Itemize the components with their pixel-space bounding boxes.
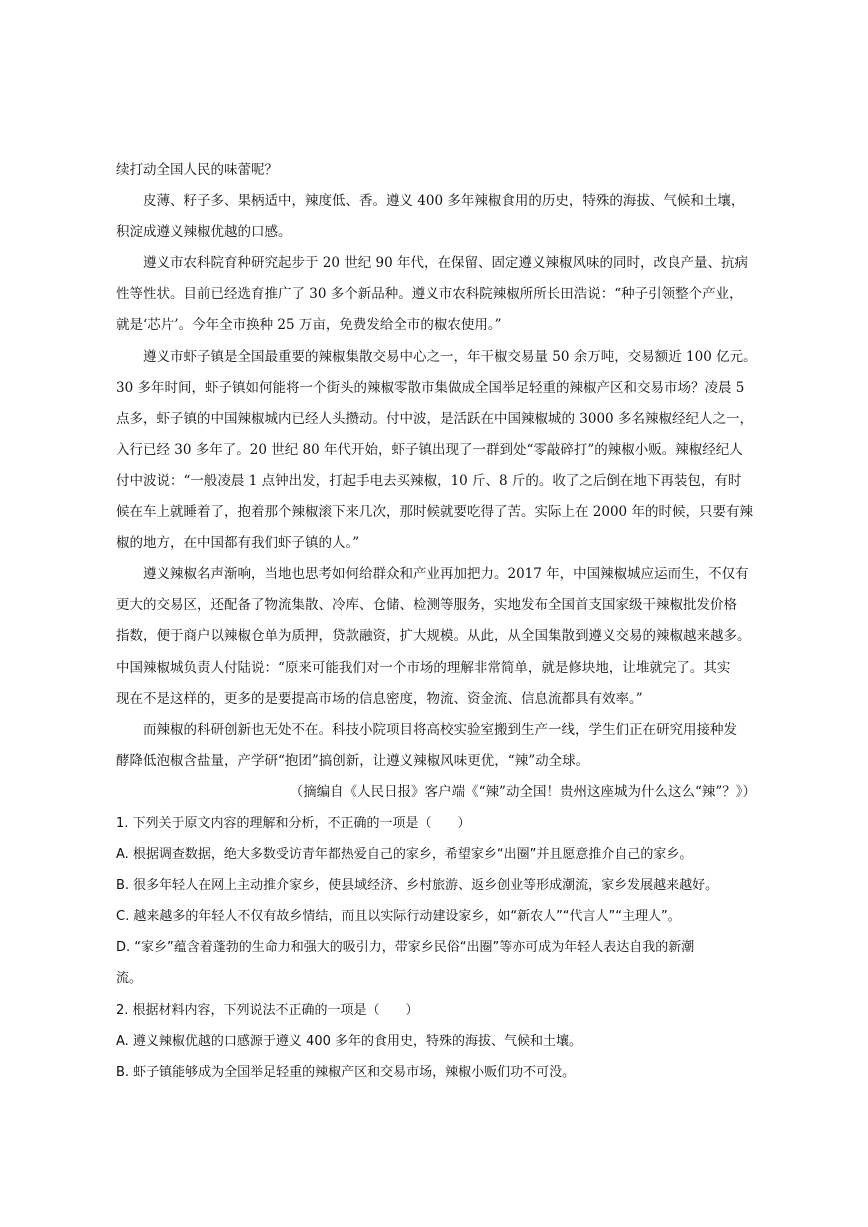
document-body bbox=[116, 155, 756, 1088]
article-line: 皮薄、籽子多、果柄适中，辣度低、香。遵义 400 多年辣椒食用的历史，特殊的海拔、气候和土壤， bbox=[143, 193, 745, 210]
article-line: 入行已经 30 多年了。20 世纪 80 年代开始，虾子镇出现了一群到处“零敲碎打”的辣椒小贩。辣椒经纪人 bbox=[116, 441, 743, 458]
article-line: 更大的交易区，还配备了物流集散、冷库、仓储、检测等服务，实地发布全国首支国家级干辣椒批发价格 bbox=[116, 597, 737, 614]
article-line: 积淀成遵义辣椒优越的口感。 bbox=[116, 224, 292, 241]
article-text bbox=[116, 155, 756, 777]
article-line: 就是‘芯片’。今年全市换种 25 万亩，免费发给全市的椒农使用。” bbox=[116, 317, 502, 334]
article-line: 点多，虾子镇的中国辣椒城内已经人头攒动。付中波，是活跃在中国辣椒城的 3000 多名辣椒经纪人之一， bbox=[116, 410, 753, 427]
article-line: 指数，便于商户以辣椒仓单为质押，贷款融资，扩大规模。从此，从全国集散到遵义交易的辣椒越来越多。 bbox=[116, 628, 751, 645]
source-citation: （摘编自《人民日报》客户端《“辣”动全国！贵州这座城为什么这么“辣”？》） bbox=[289, 783, 756, 800]
question-line: 2. 根据材料内容，下列说法不正确的一项是（ ） bbox=[116, 1002, 419, 1018]
article-line: 遵义市农科院育种研究起步于 20 世纪 90 年代，在保留、固定遵义辣椒风味的同时，改良产量、抗病 bbox=[143, 255, 749, 272]
article-line: 遵义辣椒名声渐响，当地也思考如何给群众和产业再加把力。2017 年，中国辣椒城应运而生，不仅有 bbox=[143, 566, 749, 583]
article-line: 椒的地方，在中国都有我们虾子镇的人。” bbox=[116, 535, 360, 552]
article-line: 现在不是这样的，更多的是要提高市场的信息密度，物流、资金流、信息流都具有效率。” bbox=[116, 690, 643, 707]
question-line: B. 虾子镇能够成为全国举足轻重的辣椒产区和交易市场，辣椒小贩们功不可没。 bbox=[116, 1064, 576, 1080]
article-line: 性等性状。目前已经选育推广了 30 多个新品种。遵义市农科院辣椒所所长田浩说：“种子引领整个产业， bbox=[116, 286, 743, 303]
question-line: D. “家乡”蕴含着蓬勃的生命力和强大的吸引力，带家乡民俗“出圈”等亦可成为年轻人表达自我的新潮 bbox=[116, 940, 695, 956]
article-line: 30 多年时间，虾子镇如何能将一个街头的辣椒零散市集做成全国举足轻重的辣椒产区和交易市场？凌晨 5 bbox=[116, 379, 745, 396]
article-line: 中国辣椒城负责人付陆说：“原来可能我们对一个市场的理解非常简单，就是修块地，让堆就完了。其实 bbox=[116, 659, 731, 676]
article-line: 续打动全国人民的味蕾呢？ bbox=[116, 162, 278, 178]
question-line: A. 根据调查数据，绝大多数受访青年都热爱自己的家乡，希望家乡“出圈”并且愿意推介自己的家乡。 bbox=[116, 847, 693, 863]
question-line: 1. 下列关于原文内容的理解和分析，不正确的一项是（ ） bbox=[116, 815, 471, 831]
question-line: A. 遵义辣椒优越的口感源于遵义 400 多年的食用史，特殊的海拔、气候和土壤。 bbox=[116, 1033, 583, 1049]
question-section bbox=[116, 808, 756, 1088]
article-line: 付中波说：“一般凌晨 1 点钟出发，打起手电去买辣椒，10 斤、8 斤的。收了之后倒在地下再装包，有时 bbox=[116, 472, 742, 489]
question-line: B. 很多年轻人在网上主动推介家乡，使县域经济、乡村旅游、返乡创业等形成潮流，家乡发展越来越好。 bbox=[116, 878, 719, 894]
article-line: 遵义市虾子镇是全国最重要的辣椒集散交易中心之一，年干椒交易量 50 余万吨，交易额近 100 亿元。 bbox=[143, 348, 757, 365]
question-line: C. 越来越多的年轻人不仅有故乡情结，而且以实际行动建设家乡，如“新农人”“代言人”“主理人”。 bbox=[116, 909, 681, 925]
question-line: 流。 bbox=[116, 971, 143, 987]
article-line: 候在车上就睡着了，抱着那个辣椒滚下来几次，那时候就要吃得了苦。实际上在 2000 年的时候，只要有辣 bbox=[116, 504, 753, 521]
article-line: 酵降低泡椒含盐量，产学研“抱团”搞创新，让遵义辣椒风味更优，“辣”动全球。 bbox=[116, 752, 590, 769]
article-line: 而辣椒的科研创新也无处不在。科技小院项目将高校实验室搬到生产一线，学生们正在研究用接种发 bbox=[143, 721, 737, 738]
